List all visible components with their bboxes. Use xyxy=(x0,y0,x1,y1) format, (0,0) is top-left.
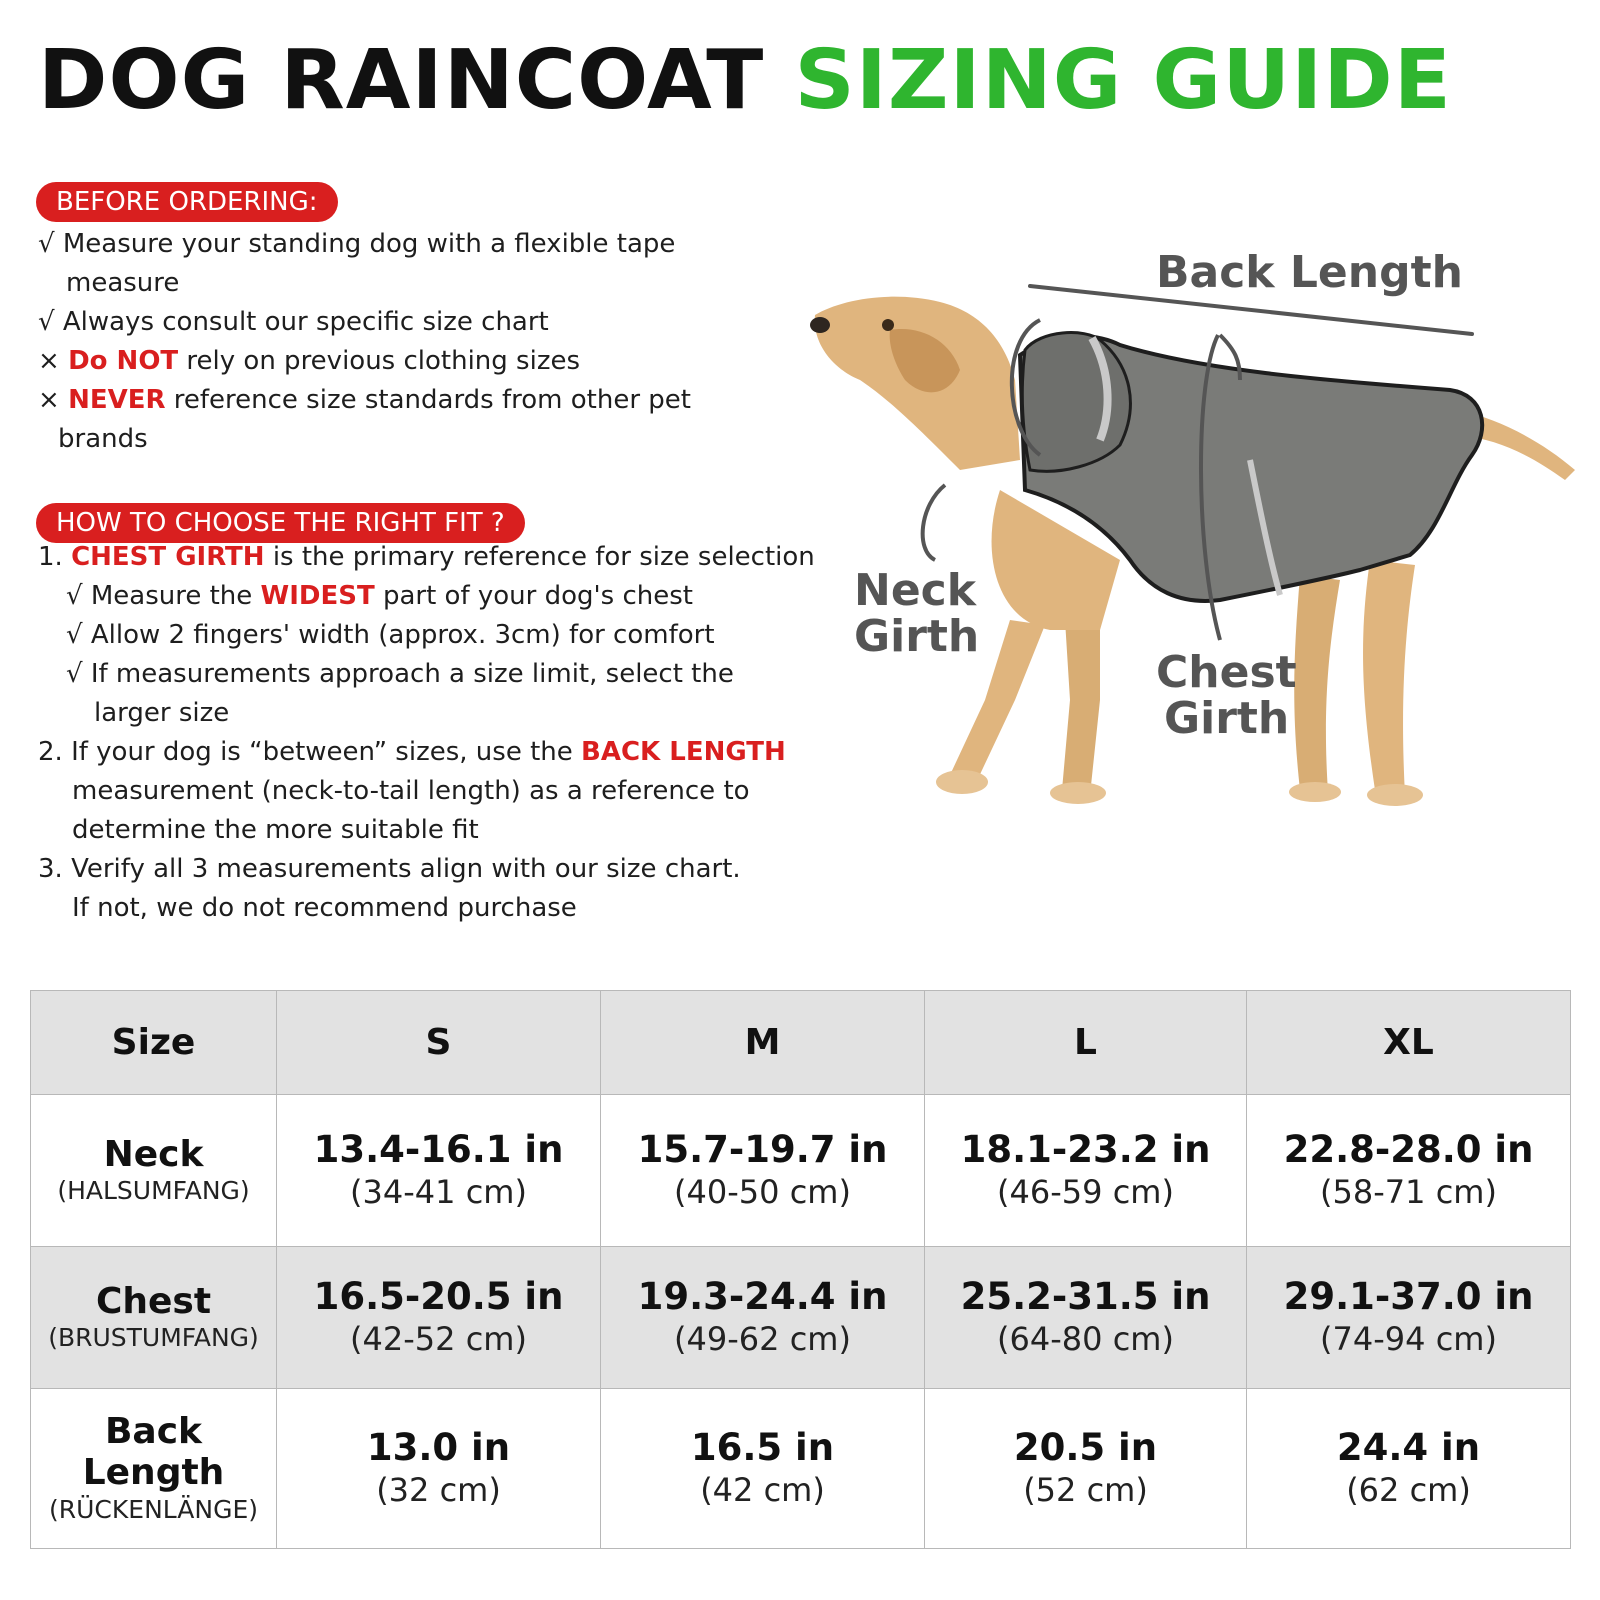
table-cell: 25.2-31.5 in (64-80 cm) xyxy=(925,1247,1247,1389)
table-cell: 22.8-28.0 in (58-71 cm) xyxy=(1247,1095,1571,1247)
how-to-line: √ If measurements approach a size limit, select the xyxy=(66,659,734,689)
chest-girth-label: Chest Girth xyxy=(1156,647,1297,745)
dog-measurement-diagram xyxy=(800,230,1600,850)
header-l: L xyxy=(925,991,1247,1095)
table-row-neck xyxy=(31,1095,1571,1247)
header-xl: XL xyxy=(1247,991,1571,1095)
table-cell: 13.4-16.1 in (34-41 cm) xyxy=(277,1095,601,1247)
table-row-back-length xyxy=(31,1389,1571,1549)
page-title xyxy=(38,33,1452,128)
before-ordering-heading: BEFORE ORDERING: xyxy=(36,182,338,222)
how-to-line: 3. Verify all 3 measurements align with our size chart. xyxy=(38,854,741,884)
dog-raincoat-illustration xyxy=(800,230,1600,850)
before-ordering-line: × Do NOT rely on previous clothing sizes xyxy=(38,346,581,376)
table-cell: 29.1-37.0 in (74-94 cm) xyxy=(1247,1247,1571,1389)
table-cell: 19.3-24.4 in (49-62 cm) xyxy=(601,1247,925,1389)
title-part-2: SIZING GUIDE xyxy=(794,33,1452,128)
before-ordering-line: × NEVER reference size standards from other pet xyxy=(38,385,691,415)
how-to-line: √ Allow 2 fingers' width (approx. 3cm) for comfort xyxy=(66,620,715,650)
table-cell: 18.1-23.2 in (46-59 cm) xyxy=(925,1095,1247,1247)
cross-icon: × xyxy=(38,346,60,376)
check-icon: √ xyxy=(38,229,55,259)
header-size: Size xyxy=(31,991,277,1095)
check-icon: √ xyxy=(38,307,55,337)
table-cell: 16.5-20.5 in (42-52 cm) xyxy=(277,1247,601,1389)
how-to-line: 2. If your dog is “between” sizes, use the BACK LENGTH xyxy=(38,737,786,767)
how-to-line: determine the more suitable fit xyxy=(72,815,479,845)
row-label: Neck (HALSUMFANG) xyxy=(31,1095,277,1247)
how-to-line: measurement (neck-to-tail length) as a reference to xyxy=(72,776,750,806)
size-chart-table xyxy=(30,990,1571,1549)
how-to-line: 1. CHEST GIRTH is the primary reference for size selection xyxy=(38,542,815,572)
how-to-choose-heading: HOW TO CHOOSE THE RIGHT FIT ? xyxy=(36,503,525,543)
header-s: S xyxy=(277,991,601,1095)
row-label: Chest (BRUSTUMFANG) xyxy=(31,1247,277,1389)
table-cell: 13.0 in (32 cm) xyxy=(277,1389,601,1549)
before-ordering-line: brands xyxy=(58,424,148,454)
before-ordering-line: measure xyxy=(66,268,180,298)
how-to-line: If not, we do not recommend purchase xyxy=(72,893,577,923)
title-part-1: DOG RAINCOAT xyxy=(38,33,765,128)
before-ordering-line: √ Measure your standing dog with a flexible tape xyxy=(38,229,676,259)
table-header-row xyxy=(31,991,1571,1095)
header-m: M xyxy=(601,991,925,1095)
how-to-line: √ Measure the WIDEST part of your dog's chest xyxy=(66,581,693,611)
cross-icon: × xyxy=(38,385,60,415)
table-cell: 20.5 in (52 cm) xyxy=(925,1389,1247,1549)
how-to-line: larger size xyxy=(94,698,230,728)
table-cell: 16.5 in (42 cm) xyxy=(601,1389,925,1549)
row-label: Back Length (RÜCKENLÄNGE) xyxy=(31,1389,277,1549)
before-ordering-line: √ Always consult our specific size chart xyxy=(38,307,549,337)
back-length-label: Back Length xyxy=(1156,247,1463,298)
table-cell: 24.4 in (62 cm) xyxy=(1247,1389,1571,1549)
table-cell: 15.7-19.7 in (40-50 cm) xyxy=(601,1095,925,1247)
table-row-chest xyxy=(31,1247,1571,1389)
neck-girth-label: Neck Girth xyxy=(854,565,980,663)
